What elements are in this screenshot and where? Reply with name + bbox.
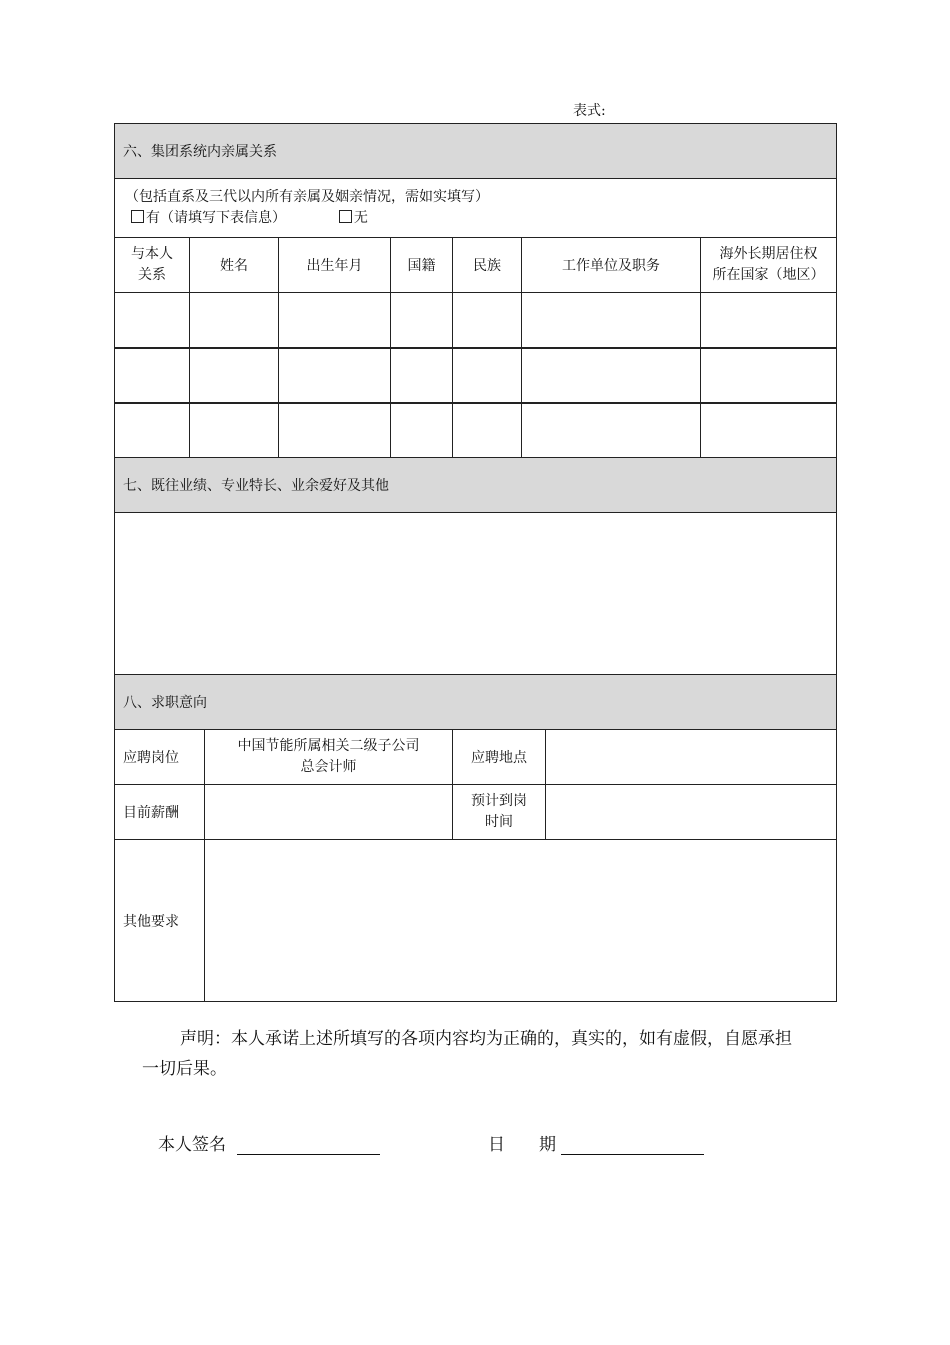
table-cell[interactable] <box>115 403 190 458</box>
checkbox-icon <box>339 210 352 223</box>
table-cell[interactable] <box>115 348 190 403</box>
section7-title: 七、既往业绩、专业特长、业余爱好及其他 <box>115 458 837 513</box>
other-value[interactable] <box>205 840 837 1002</box>
relatives-table <box>114 123 837 675</box>
table-cell[interactable] <box>522 403 701 458</box>
table-cell[interactable] <box>522 348 701 403</box>
section6-note: （包括直系及三代以内所有亲属及姻亲情况，需如实填写） <box>125 189 489 205</box>
option-no-label: 无 <box>353 210 368 226</box>
table-cell[interactable] <box>701 293 837 348</box>
table-cell[interactable] <box>190 348 279 403</box>
date-label: 日 期 <box>488 1135 556 1155</box>
signature-label: 本人签名 <box>158 1135 226 1155</box>
date-line[interactable] <box>561 1136 704 1155</box>
table-cell[interactable] <box>391 293 453 348</box>
location-label: 应聘地点 <box>453 730 546 785</box>
table-cell[interactable] <box>453 348 522 403</box>
checkbox-icon <box>131 210 144 223</box>
salary-label: 目前薪酬 <box>115 785 205 840</box>
table-cell[interactable] <box>701 403 837 458</box>
signature-row <box>158 1130 380 1155</box>
arrival-value[interactable] <box>546 785 837 840</box>
table-cell[interactable] <box>190 403 279 458</box>
table-row <box>115 348 837 403</box>
col-residency: 海外长期居住权 所在国家（地区） <box>701 238 837 293</box>
other-label: 其他要求 <box>115 840 205 1002</box>
table-cell[interactable] <box>453 403 522 458</box>
section6-title: 六、集团系统内亲属关系 <box>115 124 837 179</box>
col-relation: 与本人 关系 <box>115 238 190 293</box>
date-row <box>488 1130 704 1155</box>
col-birth: 出生年月 <box>279 238 391 293</box>
salary-value[interactable] <box>205 785 453 840</box>
position-label: 应聘岗位 <box>115 730 205 785</box>
relatives-header-row <box>115 238 837 293</box>
option-no-checkbox[interactable] <box>339 210 368 226</box>
table-cell[interactable] <box>391 348 453 403</box>
form-code-label: 表式: <box>573 103 606 119</box>
job-intent-table <box>114 674 837 1002</box>
table-cell[interactable] <box>190 293 279 348</box>
table-cell[interactable] <box>391 403 453 458</box>
table-cell[interactable] <box>279 348 391 403</box>
option-yes-label: 有（请填写下表信息） <box>146 210 286 226</box>
position-value[interactable]: 中国节能所属相关二级子公司 总会计师 <box>205 730 453 785</box>
table-cell[interactable] <box>279 293 391 348</box>
option-yes-checkbox[interactable] <box>131 210 286 226</box>
table-cell[interactable] <box>701 348 837 403</box>
table-row <box>115 403 837 458</box>
arrival-label: 预计到岗 时间 <box>453 785 546 840</box>
table-row <box>115 293 837 348</box>
col-ethnicity: 民族 <box>453 238 522 293</box>
location-value[interactable] <box>546 730 837 785</box>
table-cell[interactable] <box>522 293 701 348</box>
table-cell[interactable] <box>453 293 522 348</box>
section8-title: 八、求职意向 <box>115 675 837 730</box>
table-cell[interactable] <box>279 403 391 458</box>
declaration-text: 声明：本人承诺上述所填写的各项内容均为正确的，真实的，如有虚假，自愿承担一切后果。 <box>142 1029 792 1079</box>
col-employer: 工作单位及职务 <box>522 238 701 293</box>
col-name: 姓名 <box>190 238 279 293</box>
col-nationality: 国籍 <box>391 238 453 293</box>
signature-line[interactable] <box>237 1136 380 1155</box>
table-cell[interactable] <box>115 293 190 348</box>
section7-content-area[interactable] <box>115 513 837 675</box>
